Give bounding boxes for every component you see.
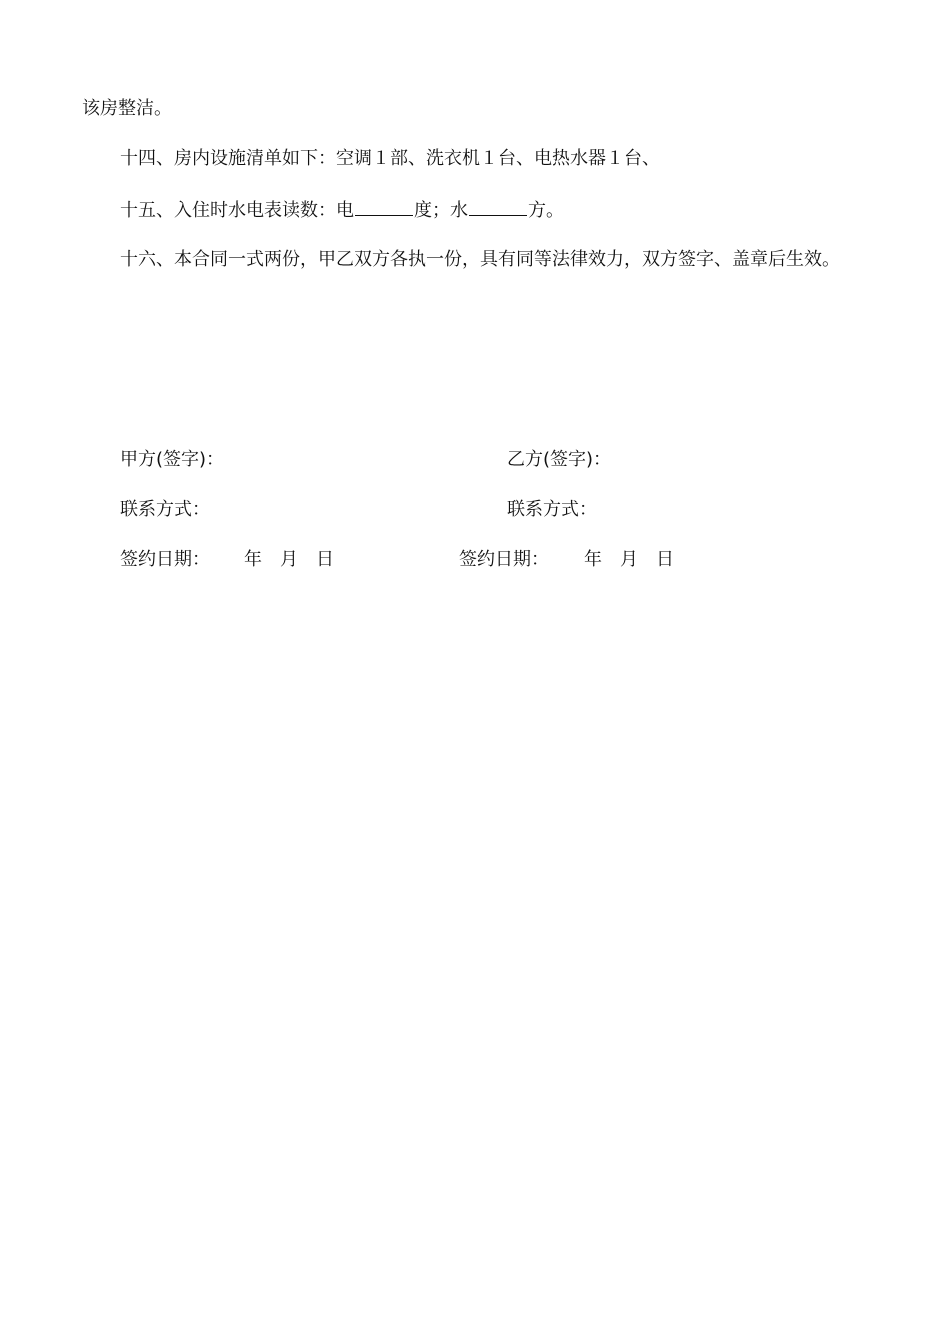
party-a-date	[244, 548, 334, 572]
party-b-date	[584, 548, 674, 572]
party-b-day: 日	[656, 549, 674, 570]
clause-15-prefix: 十五、入住时水电表读数：电	[120, 200, 354, 221]
clause-16-copies: 十六、本合同一式两份，甲乙双方各执一份，具有同等法律效力，双方签字、盖章后生效。	[120, 249, 840, 270]
party-b-year: 年	[584, 549, 602, 570]
clause-continuation: 该房整洁。	[82, 98, 172, 119]
clause-14-facilities: 十四、房内设施清单如下：空调１部、洗衣机１台、电热水器１台、	[120, 148, 660, 169]
party-a-date-label: 签约日期：	[120, 549, 210, 570]
clause-15-meter-readings	[120, 198, 564, 223]
party-a-year: 年	[244, 549, 262, 570]
party-b-contact-label: 联系方式：	[507, 499, 597, 520]
electricity-reading-blank	[355, 198, 413, 216]
water-reading-blank	[469, 198, 527, 216]
party-b-sign-label: 乙方(签字)：	[507, 449, 612, 470]
party-a-sign-label: 甲方(签字)：	[120, 449, 225, 470]
party-a-contact-label: 联系方式：	[120, 499, 210, 520]
clause-15-suffix: 方。	[528, 200, 564, 221]
party-b-month: 月	[620, 549, 638, 570]
party-a-day: 日	[316, 549, 334, 570]
party-b-date-label: 签约日期：	[459, 549, 549, 570]
clause-15-mid: 度；水	[414, 200, 468, 221]
party-a-month: 月	[280, 549, 298, 570]
